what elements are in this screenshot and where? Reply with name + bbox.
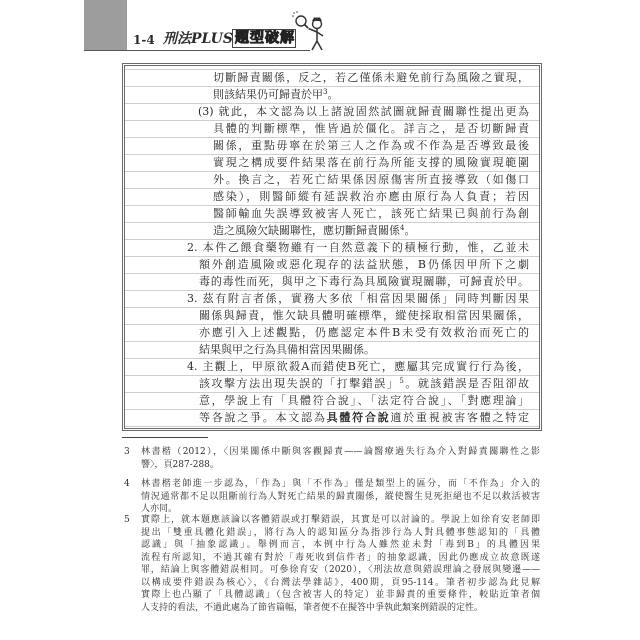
header-rule	[84, 50, 310, 51]
body-line: 3. 茲有附言者係，實務大多依「相當因果關係」同時判斷因果	[187, 292, 529, 305]
footnote-line: 人支持的看法，不過此處為了節省篇幅，筆者便不在擬答中爭執此類案例錯誤的定性。	[141, 602, 484, 613]
footnote-line: 流程有所認知，不過其確有對於「毒死收到信件者」的抽象認識，因此仍應成立故意既遂	[141, 552, 540, 563]
ruled-answer-box	[122, 63, 542, 431]
footnote-ref: 5	[399, 377, 404, 385]
footnote-4	[124, 478, 540, 516]
series-title: 題型破解	[232, 29, 296, 48]
ruled-row	[125, 155, 539, 172]
body-line-text: 。	[404, 224, 416, 237]
footnote-line: 響〉，頁287-288。	[141, 459, 219, 470]
footnote-line: 情況通常都不足以阻斷前行為人對死亡結果的歸責關係，縱使醫生見死拒絕也不足以救活被害	[141, 491, 540, 502]
body-line: 切斷歸責關係，反之，若乙僅係未避免前行為風險之實現，	[213, 71, 529, 84]
ruled-row	[125, 325, 539, 342]
footnote-number: 3	[124, 447, 130, 457]
footnote-line: 實際上，就本題應該論以客體錯誤或打擊錯誤，其實是可以討論的。學說上如徐育安老師即	[141, 515, 540, 525]
body-line-text: 適於重視被害客體之特定	[390, 411, 529, 424]
footnote-number: 4	[124, 479, 130, 489]
footnote-line: 人亦同。	[141, 504, 178, 514]
body-line: 2. 本件乙餵食藥物雖有一自然意義下的積極行動，惟，乙並未	[187, 241, 529, 254]
footnote-line: 實際上也凸顯了「具體認識」（包含被害人的特定）並非歸責的重要條件，較貼近筆者個	[141, 590, 540, 600]
body-line-text: 造之風險欠缺關聯性，應切斷歸責關係	[213, 224, 400, 237]
ruled-row	[125, 393, 539, 410]
ruled-row	[125, 70, 539, 87]
body-line: 感染），則醫師縱有延誤救治亦應由原行為人負責；若因	[213, 190, 529, 203]
ruled-row	[125, 104, 539, 121]
footnote-line: 林書楷（2012），〈因果關係中斷與客觀歸責——論醫療過失行為介入對歸責關聯性之影	[141, 447, 540, 457]
body-line: 具體的判斷標準，惟皆過於僵化。詳言之，是否切斷歸責	[213, 122, 529, 135]
footnote-ref: 4	[400, 224, 405, 232]
chapter-tab	[84, 0, 127, 50]
body-line: (3) 就此，本文認為以上諸說固然試圖就歸責關聯性提出更為	[198, 105, 529, 118]
footnote-line: 提出「雙重具體化錯誤」，將行為人的認知區分為指涉行為人對具體事態認知的「具體	[141, 527, 540, 538]
ruled-row	[125, 274, 539, 291]
ruled-row	[125, 342, 539, 359]
body-line-text: 則該結果仍可歸責於甲	[213, 88, 323, 101]
body-line: 關係與歸責，惟欠缺具體明確標準，縱使採取相當因果關係，	[199, 309, 529, 322]
body-line: 結果與甲之行為具備相當因果關係。	[199, 343, 375, 356]
ruled-row	[125, 291, 539, 308]
ruled-row	[125, 308, 539, 325]
body-line-text: 。就該錯誤是否阻卻故	[403, 377, 529, 390]
ruled-row	[125, 410, 539, 427]
footnote-separator	[122, 437, 208, 438]
body-line-text: 該攻擊方法出現失誤的「打擊錯誤」	[199, 377, 400, 390]
ruled-row	[125, 172, 539, 189]
body-line: 關係，重點毋寧在於第三人之作為或不作為是否導致最後	[213, 139, 529, 152]
magnifier-figure-icon	[292, 11, 328, 51]
footnote-number: 5	[124, 515, 130, 525]
ruled-row	[125, 240, 539, 257]
body-line: 亦應引入上述觀點，仍應認定本件B未受有效救治而死亡的	[199, 326, 529, 339]
ruled-row	[125, 189, 539, 206]
footnote-line: 林書楷老師進一步認為，「作為」與「不作為」僅是類型上的區分，而「不作為」介入的	[141, 479, 540, 489]
ruled-lines	[125, 69, 539, 427]
body-line	[199, 376, 529, 393]
body-line: 實現之構成要件結果落在前行為所能支撐的風險實現範圍	[213, 156, 529, 169]
ruled-row	[125, 87, 539, 104]
body-line	[213, 223, 529, 240]
body-line: 外。換言之，若死亡結果係因原傷害所直接導致（如傷口	[213, 173, 529, 186]
footnote-5	[124, 514, 540, 614]
body-line	[213, 87, 529, 104]
ruled-row	[125, 376, 539, 393]
magnifier-figure-icon	[292, 11, 328, 51]
body-line: 意，學說上有「具體符合說」、「法定符合說」、「對應理論」	[199, 394, 529, 407]
book-title: 刑法PLUS	[163, 31, 233, 47]
ruled-row	[125, 206, 539, 223]
body-line	[199, 410, 529, 427]
body-line-text: 。	[327, 88, 339, 101]
ruled-row	[125, 121, 539, 138]
footnote-line: 罪，結論上與客體錯誤相同。可參徐育安（2020），〈刑法故意與錯誤理論之發展與變遷——	[141, 565, 540, 575]
ruled-row	[125, 257, 539, 274]
page-number: 1-4	[133, 33, 155, 47]
body-line: 4. 主觀上，甲原欲殺A而錯使B死亡，應屬其完成實行行為後，	[187, 360, 529, 373]
body-line: 額外創造風險或惡化現存的法益狀態，B仍係因甲所下之劇	[199, 258, 529, 271]
ruled-row	[125, 223, 539, 240]
footnote-line: 以構成要件錯誤為核心〉，《台灣法學雜誌》，400期，頁95-114。筆者初步認為此見解	[141, 577, 540, 588]
emphasis-text: 具體符合說	[326, 411, 391, 424]
body-line: 毒的毒性而死，與甲之下毒行為具風險實現關聯，可歸責於甲。	[199, 275, 529, 288]
body-line: 醫師輸血失誤導致被害人死亡，該死亡結果已與前行為創	[213, 207, 529, 220]
footnote-ref: 3	[323, 88, 328, 96]
footnote-3	[124, 446, 540, 471]
ruled-row	[125, 138, 539, 155]
footnote-line: 認識」與「抽象認識」。舉例而言，本例中行為人雖然並未對「毒到B」的具體因果	[141, 540, 540, 550]
ruled-row	[125, 359, 539, 376]
body-line-text: 等各說之爭。本文認為	[199, 411, 327, 424]
